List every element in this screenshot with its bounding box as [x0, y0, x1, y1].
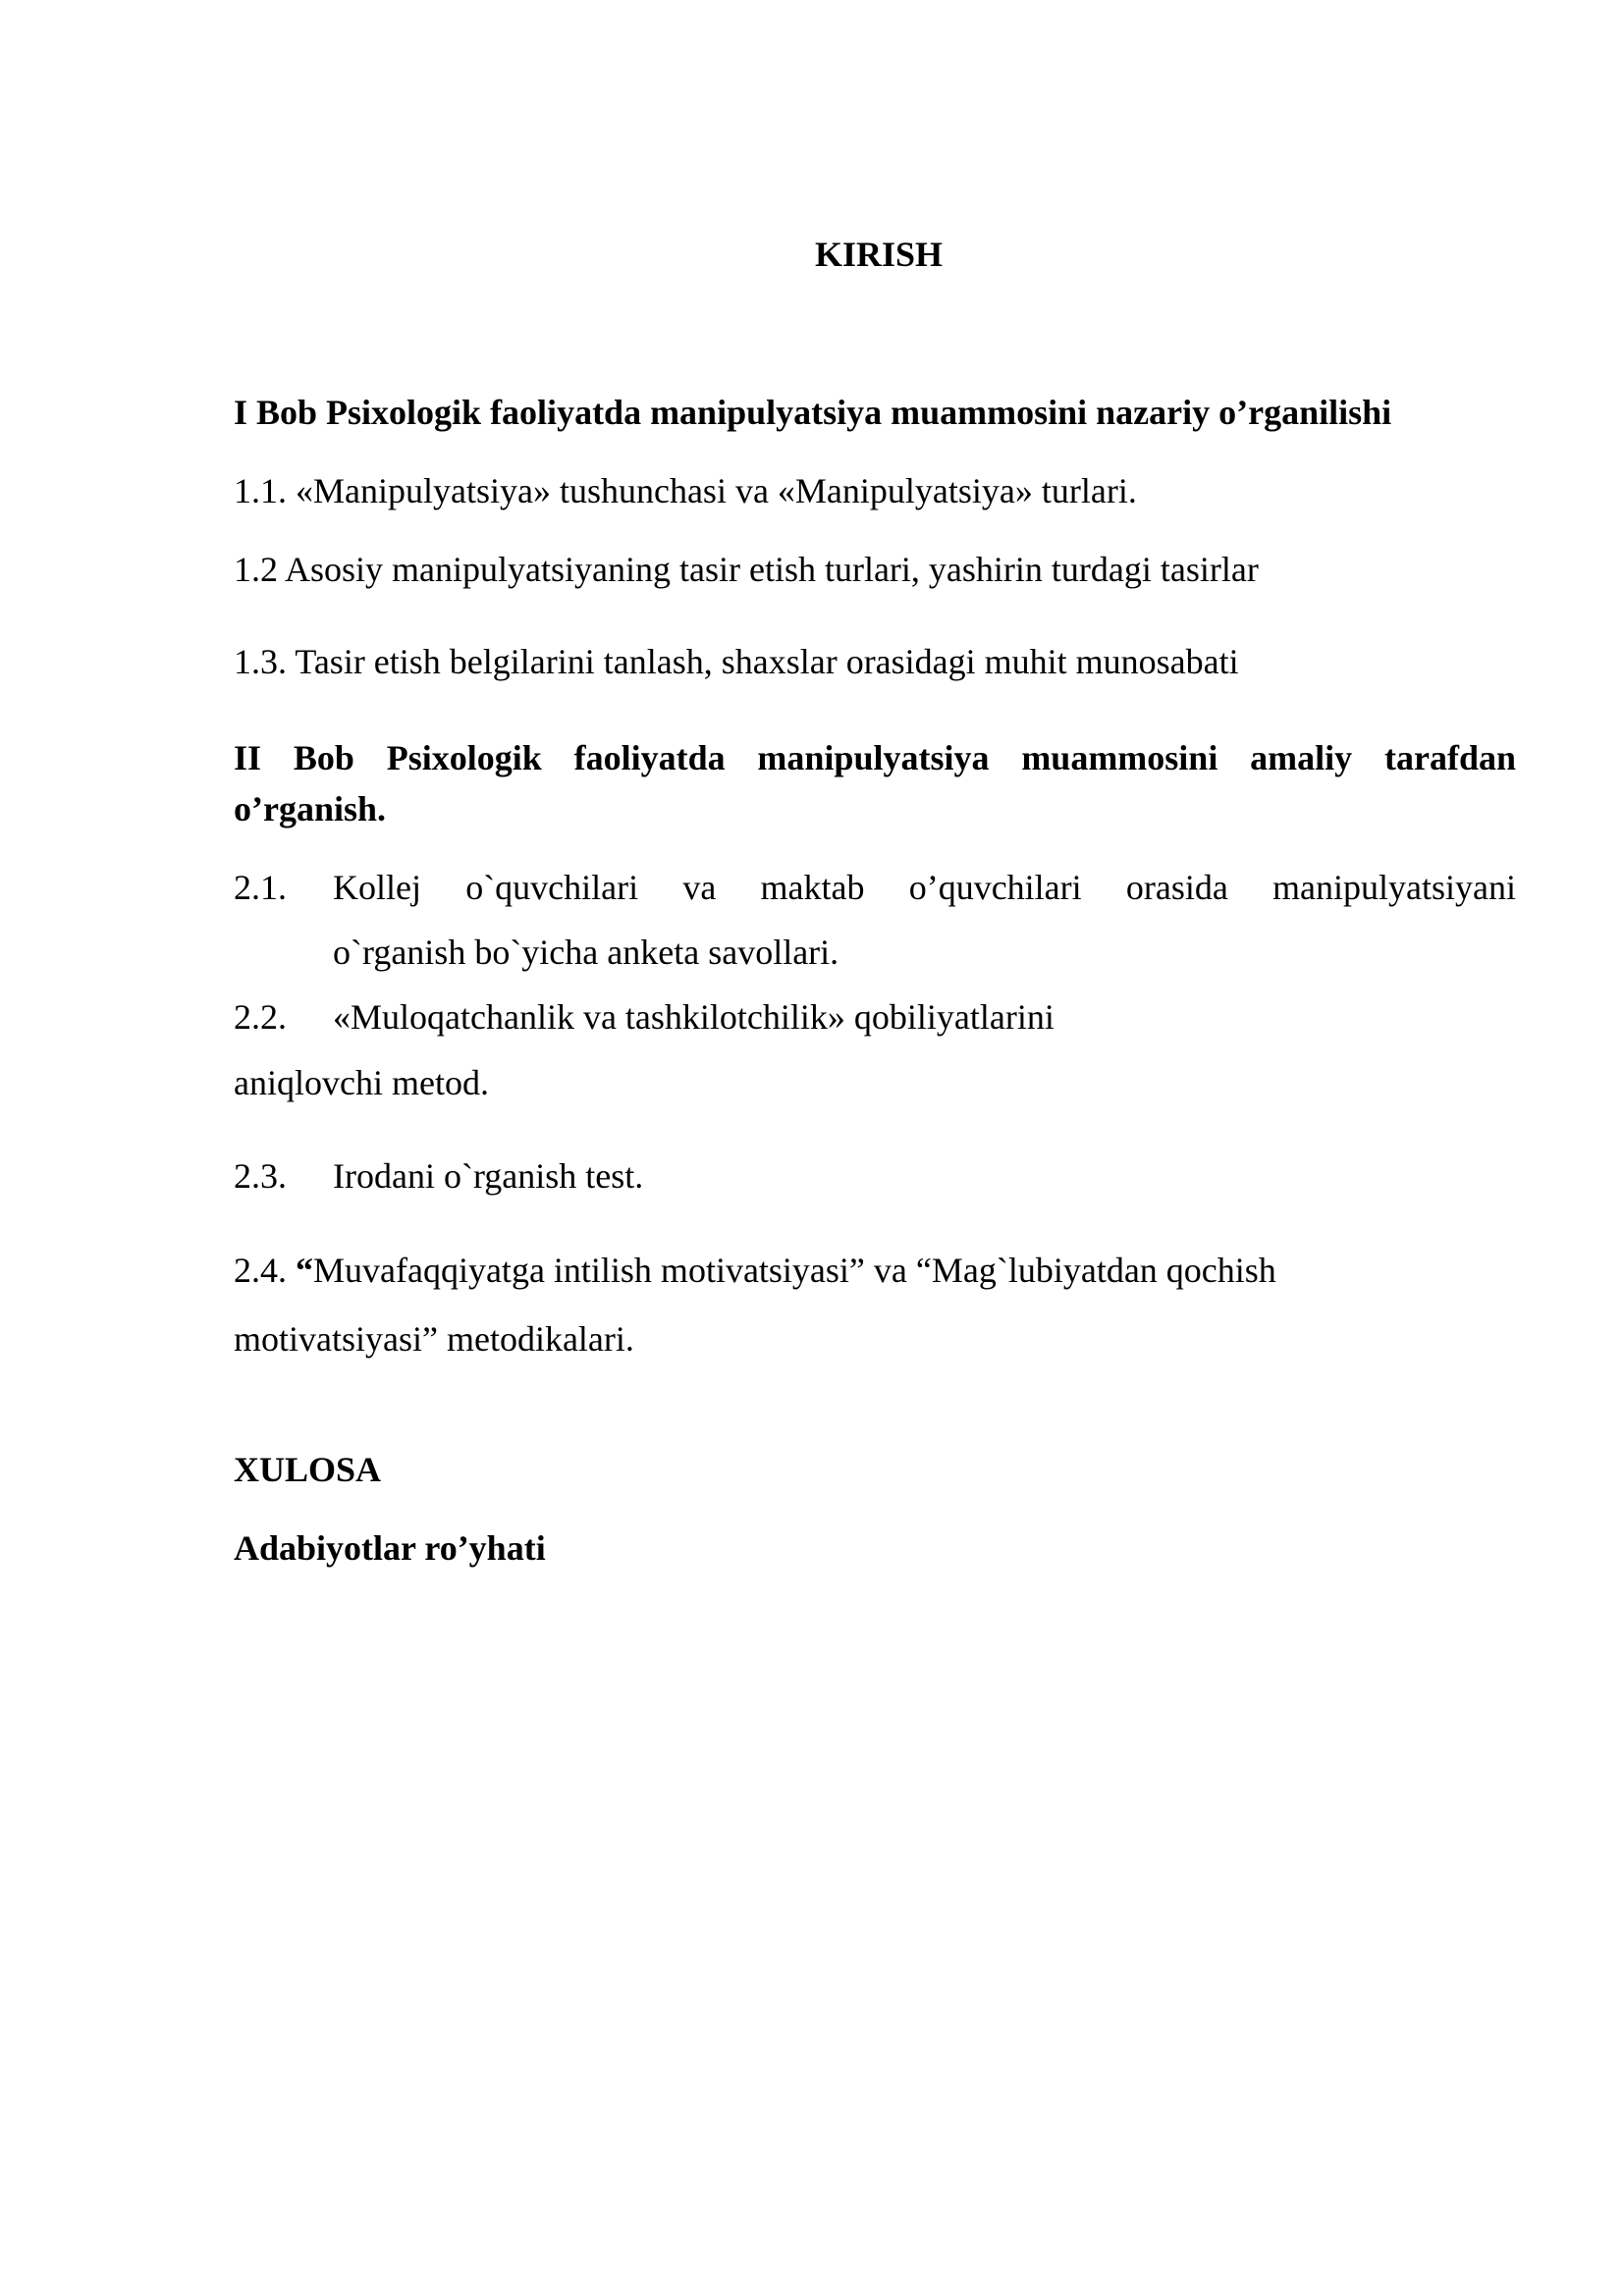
chapter2-item-4-line2: motivatsiyasi” metodikalari. — [234, 1319, 634, 1359]
chapter2-item-3-text: Irodani o`rganish test. — [333, 1156, 644, 1196]
chapter2-heading-line2: o’rganish. — [234, 789, 387, 828]
chapter2-heading-line1: II Bob Psixologik faoliyatda manipulyatsiya muammosini amaliy tarafdan — [234, 738, 1516, 777]
chapter2-item-2-line2: aniqlovchi metod. — [234, 1063, 489, 1102]
chapter2-item-4-text: Muvafaqqiyatga intilish motivatsiyasi” va “Mag`lubiyatdan qochish — [313, 1251, 1276, 1290]
chapter2-item-1-number: 2.1. — [234, 868, 287, 907]
document-title: KIRISH — [814, 235, 944, 274]
chapter2-item-4-quote: “ — [287, 1251, 313, 1290]
chapter1-heading: I Bob Psixologik faoliyatda manipulyatsiya muammosini nazariy o’rganilishi — [234, 393, 1392, 432]
chapter2-item-2-number: 2.2. — [234, 997, 287, 1037]
chapter2-item-2-line1: «Muloqatchanlik va tashkilotchilik» qobiliyatlarini — [333, 997, 1055, 1037]
chapter2-item-1-line2: o`rganish bo`yicha anketa savollari. — [333, 933, 839, 972]
conclusion-heading: XULOSA — [234, 1450, 382, 1489]
chapter1-item-3: 1.3. Tasir etish belgilarini tanlash, shaxslar orasidagi muhit munosabati — [234, 642, 1239, 681]
chapter2-item-4-number: 2.4. — [234, 1251, 287, 1290]
chapter2-item-1-line1: Kollej o`quvchilari va maktab o’quvchilari orasida manipulyatsiyani — [333, 868, 1516, 907]
references-heading: Adabiyotlar ro’yhati — [234, 1528, 546, 1568]
chapter1-item-2: 1.2 Asosiy manipulyatsiyaning tasir etish turlari, yashirin turdagi tasirlar — [234, 550, 1259, 589]
chapter1-item-1: 1.1. «Manipulyatsiya» tushunchasi va «Manipulyatsiya» turlari. — [234, 471, 1137, 510]
chapter2-item-4-line1 — [234, 1249, 1276, 1292]
chapter2-item-3-number: 2.3. — [234, 1156, 287, 1196]
